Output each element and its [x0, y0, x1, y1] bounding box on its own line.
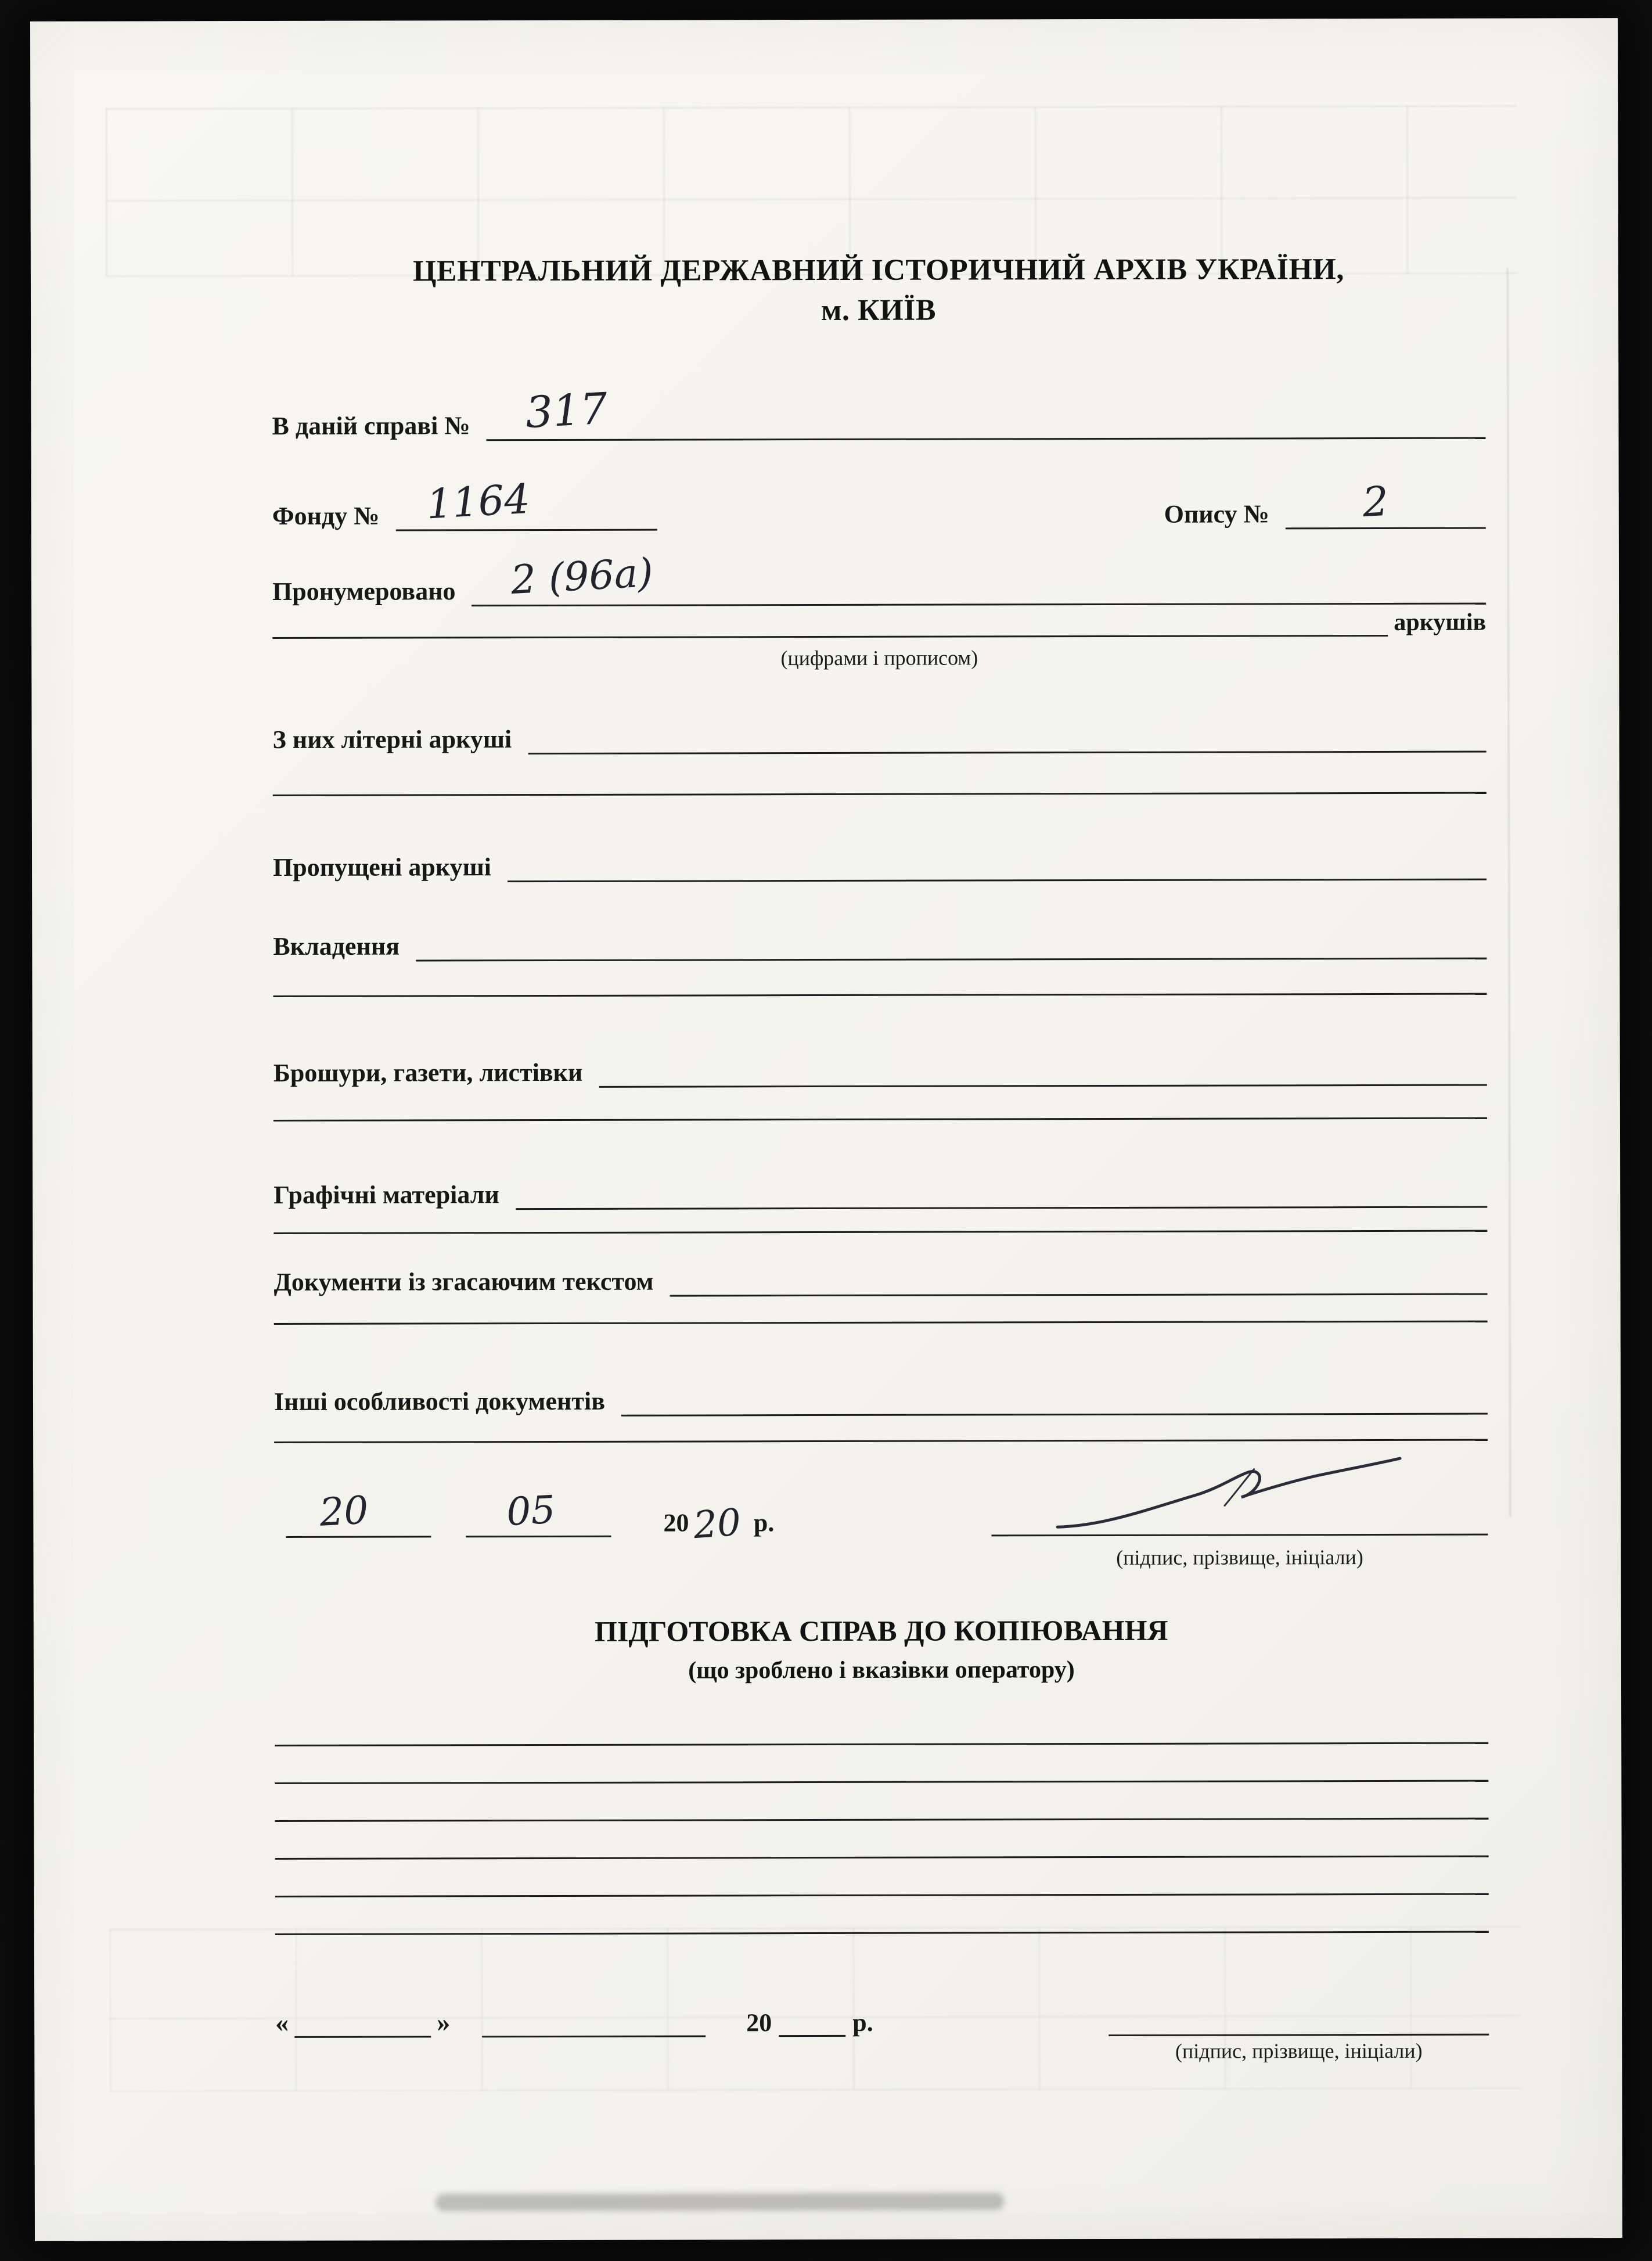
archive-title — [272, 250, 1485, 332]
blank-line — [273, 1094, 1487, 1121]
case-number-handwritten-value: 317 — [524, 383, 609, 438]
skipped-sheets-label: Пропущені аркуші — [273, 853, 491, 882]
fund-handwritten-value: 1164 — [424, 475, 531, 529]
signature-caption-row — [275, 1545, 1488, 1573]
brochures-line — [599, 1044, 1487, 1088]
blank-line — [275, 1870, 1489, 1897]
footer-year-line — [779, 1986, 845, 2037]
footer-day-line — [294, 1986, 431, 2037]
graphic-materials-label: Графічні матеріали — [273, 1180, 499, 1210]
footer-signature-gap — [873, 2036, 1109, 2037]
date-signature-gap — [774, 1536, 991, 1537]
year-suffix: р. — [753, 1508, 775, 1537]
field-numbered — [272, 549, 1486, 607]
copy-section-subtitle: (що зроблено і вказівки оператору) — [688, 1656, 1075, 1684]
fund-opys-gap — [657, 530, 1164, 531]
field-other-features — [274, 1373, 1488, 1417]
opys-handwritten-value: 2 — [1361, 477, 1390, 527]
inserts-line — [416, 918, 1487, 962]
inserts-label: Вкладення — [273, 932, 400, 961]
field-graphic-materials — [273, 1166, 1487, 1210]
month-line — [466, 1484, 611, 1538]
field-lettered-sheets — [272, 711, 1486, 755]
footer-signature-line — [1108, 1985, 1489, 2036]
field-brochures — [273, 1044, 1487, 1088]
footer-date-row — [275, 1985, 1489, 2038]
blank-line — [274, 1414, 1488, 1443]
fund-label: Фонду № — [272, 502, 380, 531]
blank-line — [275, 1832, 1489, 1860]
numbered-handwritten-value: 2 (96а) — [510, 549, 655, 604]
other-features-label: Інші особливості документів — [273, 1387, 606, 1417]
open-quote: « — [275, 2008, 289, 2038]
fading-text-label: Документи із згасаючим текстом — [273, 1267, 654, 1297]
graphic-materials-line — [516, 1166, 1488, 1210]
footer-signature-caption: (підпис, прізвище, ініціали) — [1175, 2039, 1423, 2063]
year-prefix: 20 — [663, 1508, 689, 1537]
blank-line — [273, 769, 1487, 796]
sheets-caption-row — [272, 645, 1486, 673]
blank-line — [275, 1908, 1489, 1935]
month-handwritten-value: 05 — [505, 1487, 557, 1535]
signature-caption: (підпис, прізвище, ініціали) — [1116, 1545, 1363, 1569]
signature-scribble — [1047, 1440, 1412, 1548]
skipped-sheets-line — [508, 839, 1487, 883]
field-sheets — [272, 604, 1486, 639]
blank-line — [275, 1795, 1488, 1822]
brochures-label: Брошури, газети, листівки — [273, 1058, 583, 1088]
document-paper — [30, 18, 1622, 2241]
footer-year-prefix: 20 — [746, 2008, 772, 2037]
footer-signature-caption-row — [275, 2039, 1489, 2066]
other-features-line — [621, 1373, 1488, 1417]
blank-line — [273, 970, 1487, 997]
sheets-line — [272, 604, 1388, 639]
archive-title-line2: м. КИЇВ — [820, 293, 937, 327]
numbered-label: Пронумеровано — [272, 577, 456, 606]
field-fund-opys — [272, 475, 1486, 531]
day-line — [286, 1484, 431, 1538]
year-handwritten-value: 20 — [692, 1501, 743, 1548]
lettered-sheets-label: З них літерні аркуші — [272, 725, 512, 754]
footer-year-suffix: р. — [852, 2008, 873, 2037]
opys-line — [1286, 477, 1486, 530]
field-inserts — [273, 918, 1487, 962]
sheets-word: аркушів — [1394, 609, 1487, 636]
footer-month-line — [482, 1986, 706, 2037]
case-number-line — [486, 383, 1485, 441]
blank-line — [273, 1205, 1487, 1234]
blank-line — [275, 1757, 1488, 1784]
day-handwritten-value: 20 — [318, 1487, 370, 1535]
fading-text-line — [670, 1253, 1488, 1297]
date-signature-row — [274, 1482, 1488, 1548]
field-skipped-sheets — [273, 839, 1487, 883]
blank-line — [275, 1719, 1488, 1746]
bleedthrough-vertical-line — [1507, 268, 1511, 1517]
case-number-label: В даній справі № — [272, 411, 470, 441]
fund-line — [395, 475, 657, 531]
copy-section-title: ПІДГОТОВКА СПРАВ ДО КОПІЮВАННЯ — [594, 1613, 1168, 1648]
field-fading-text — [273, 1253, 1487, 1297]
blank-line — [274, 1295, 1488, 1325]
sheets-caption: (цифрами і прописом) — [780, 646, 978, 670]
bleedthrough-smudge — [436, 2192, 1005, 2211]
archive-title-line1: ЦЕНТРАЛЬНИЙ ДЕРЖАВНИЙ ІСТОРИЧНИЙ АРХІВ УКРАЇНИ, — [412, 253, 1344, 288]
close-quote: » — [437, 2007, 451, 2037]
lettered-sheets-line — [528, 711, 1487, 754]
opys-label: Опису № — [1164, 499, 1269, 529]
numbered-line — [472, 549, 1486, 607]
signature-line — [991, 1482, 1488, 1537]
field-case-number — [272, 383, 1485, 441]
